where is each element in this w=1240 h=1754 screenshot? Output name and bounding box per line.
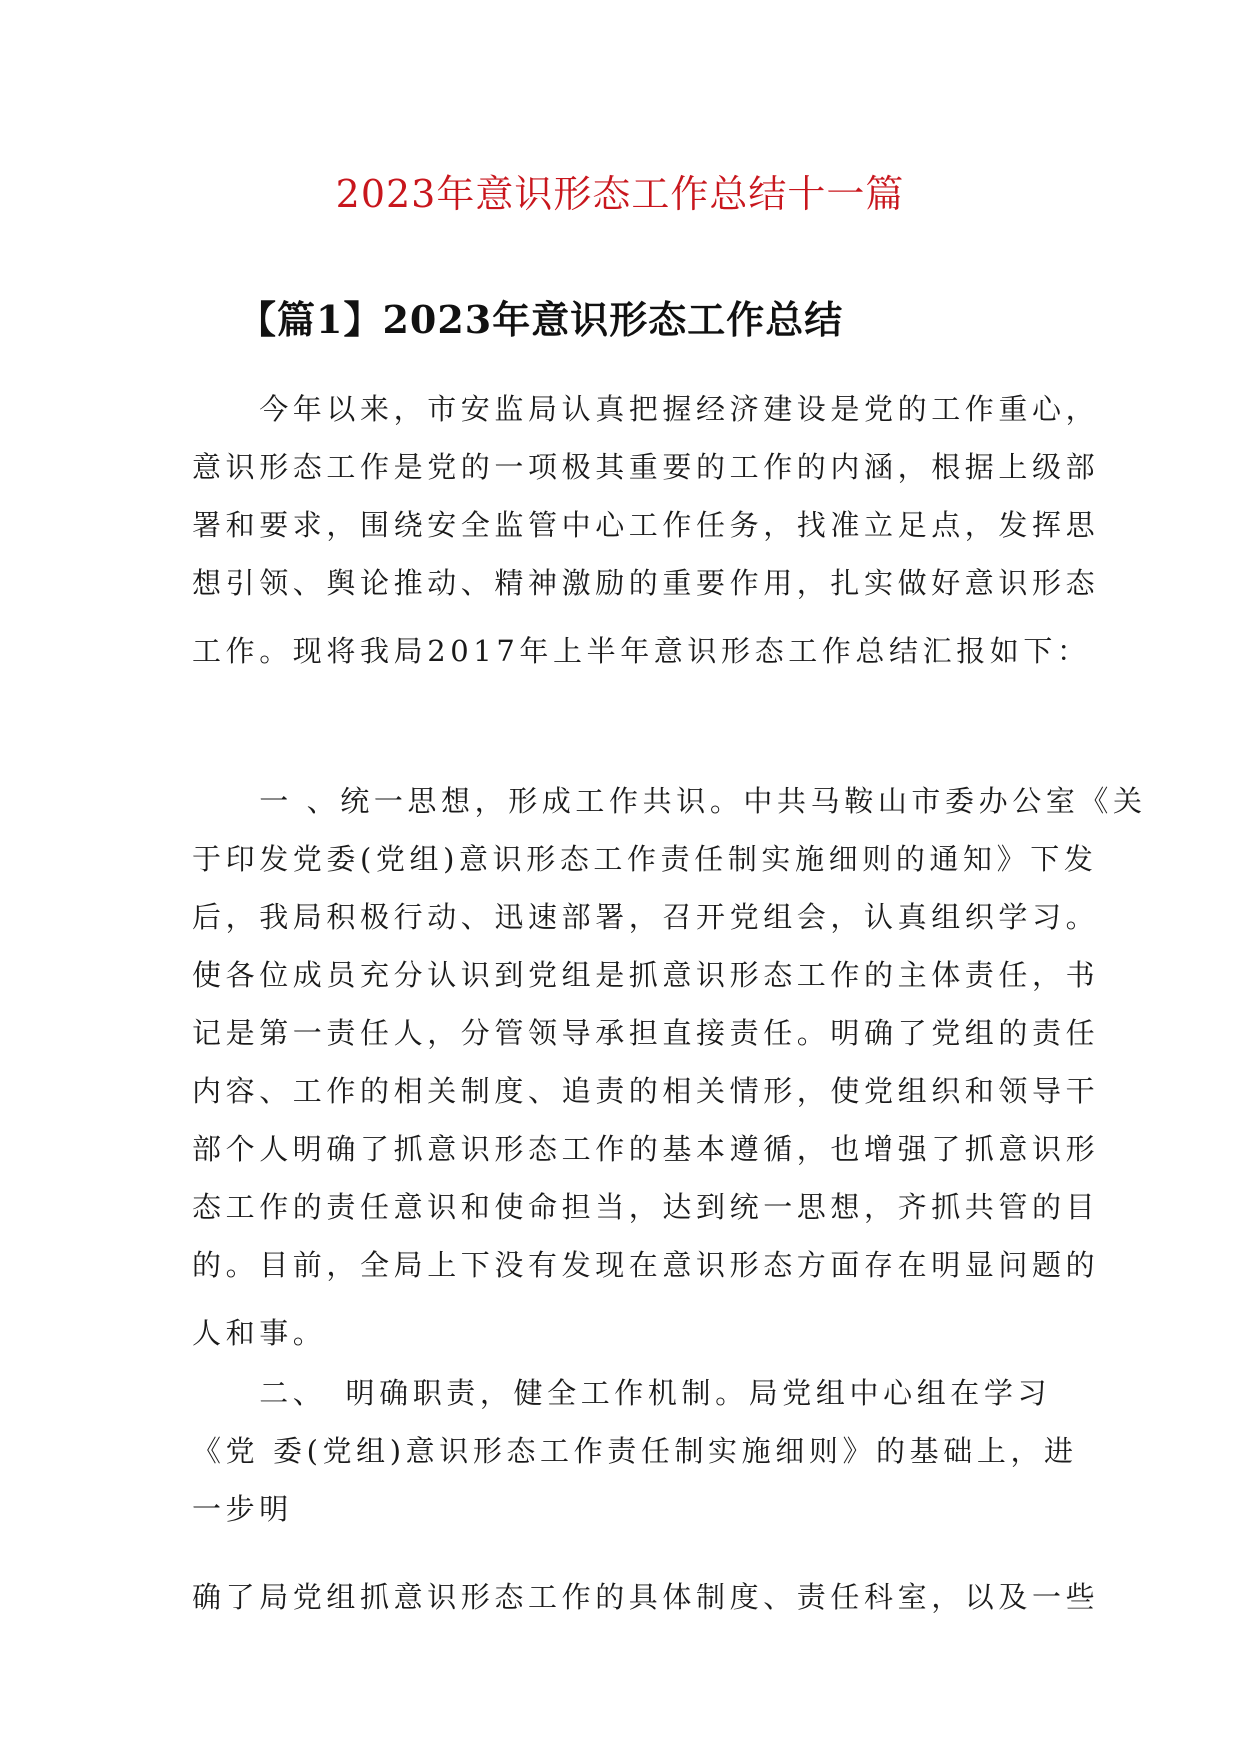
text-line: 使各位成员充分认识到党组是抓意识形态工作的主体责任，书 — [192, 958, 1100, 992]
paragraph-intro — [192, 380, 1100, 680]
text-line: 确了局党组抓意识形态工作的具体制度、责任科室，以及一些 — [192, 1580, 1100, 1614]
text-line: 想引领、舆论推动、精神激励的重要作用，扎实做好意识形态 — [192, 566, 1100, 600]
text-line: 于印发党委(党组)意识形态工作责任制实施细则的通知》下发 — [192, 842, 1098, 876]
text-line: 一步明 — [192, 1492, 293, 1526]
text-line: 二、 明确职责，健全工作机制。局党组中心组在学习 — [192, 1376, 1052, 1410]
text-line: 署和要求，围绕安全监管中心工作任务，找准立足点，发挥思 — [192, 508, 1100, 542]
paragraph-continuation — [192, 1568, 1100, 1626]
text-line: 今年以来，市安监局认真把握经济建设是党的工作重心， — [192, 392, 1100, 426]
text-line: 态工作的责任意识和使命担当，达到统一思想，齐抓共管的目 — [192, 1190, 1100, 1224]
paragraph-section-two — [192, 1364, 1078, 1538]
text-line: 记是第一责任人，分管领导承担直接责任。明确了党组的责任 — [192, 1016, 1100, 1050]
paragraph-section-one — [192, 772, 1147, 1362]
text-line: 《党 委(党组)意识形态工作责任制实施细则》的基础上，进 — [192, 1434, 1078, 1468]
text-line: 人和事。 — [192, 1316, 327, 1350]
text-line: 后，我局积极行动、迅速部署，召开党组会，认真组织学习。 — [192, 900, 1100, 934]
document-title: 2023年意识形态工作总结十一篇 — [335, 172, 905, 216]
text-line: 部个人明确了抓意识形态工作的基本遵循，也增强了抓意识形 — [192, 1132, 1100, 1166]
text-line: 意识形态工作是党的一项极其重要的工作的内涵，根据上级部 — [192, 450, 1100, 484]
text-line: 内容、工作的相关制度、追责的相关情形，使党组织和领导干 — [192, 1074, 1100, 1108]
text-line: 的。目前，全局上下没有发现在意识形态方面存在明显问题的 — [192, 1248, 1100, 1282]
text-line: 工作。现将我局2017年上半年意识形态工作总结汇报如下： — [192, 634, 1091, 668]
section-title: 【篇1】2023年意识形态工作总结 — [238, 297, 844, 342]
text-line: 一 、统一思想，形成工作共识。中共马鞍山市委办公室《关 — [192, 784, 1147, 818]
